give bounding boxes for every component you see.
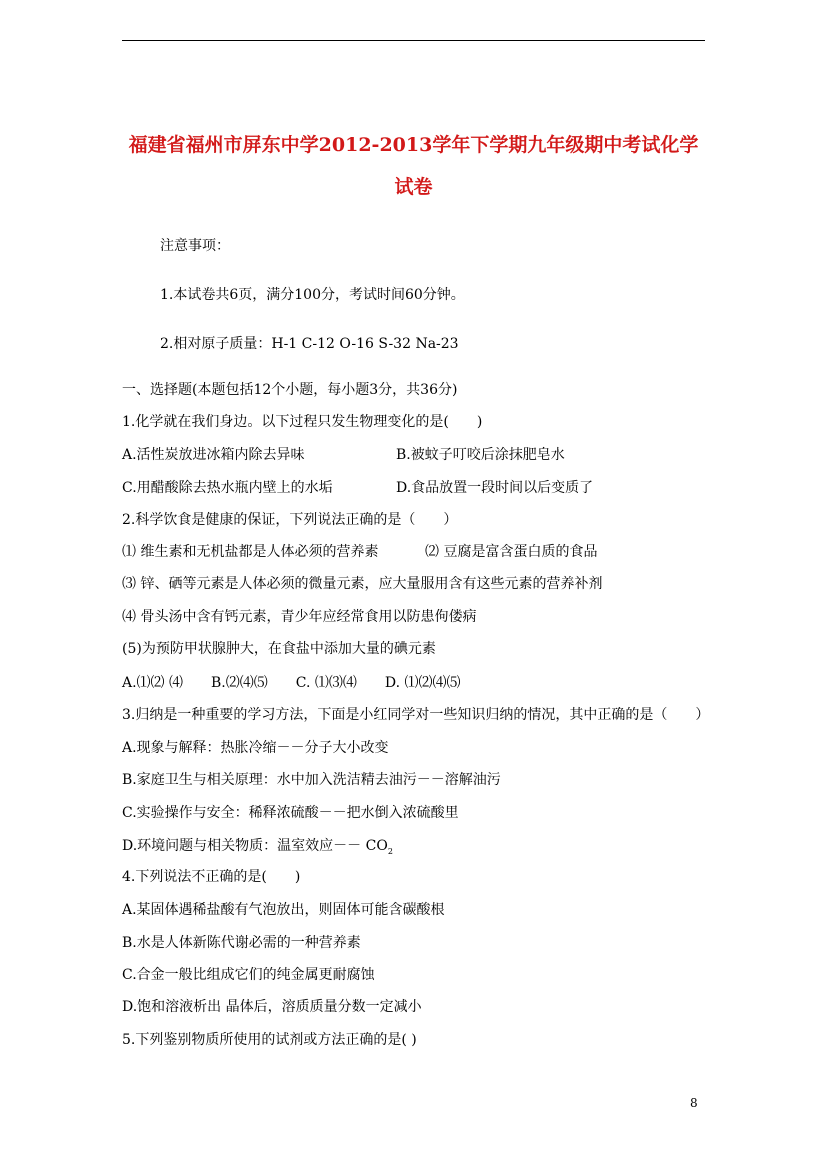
question-4-option-a: A.某固体遇稀盐酸有气泡放出，则固体可能含碳酸根 (122, 902, 445, 918)
question-4-option-d: D.饱和溶液析出 晶体后，溶质质量分数一定减小 (122, 999, 422, 1015)
question-2-statement-3: ⑶ 锌、硒等元素是人体必须的微量元素，应大量服用含有这些元素的营养补剂 (122, 576, 603, 592)
question-2-statement-5: (5)为预防甲状腺肿大，在食盐中添加大量的碘元素 (122, 641, 436, 657)
question-1-option-a: A.活性炭放进冰箱内除去异味 (122, 447, 305, 463)
question-2-options: A.⑴⑵ ⑷ B.⑵⑷⑸ C. ⑴⑶⑷ D. ⑴⑵⑷⑸ (122, 675, 461, 691)
document-title-line1: 福建省福州市屏东中学2012-2013学年下学期九年级期中考试化学 (128, 134, 699, 156)
notes-heading: 注意事项： (160, 238, 230, 254)
question-2-statement-1: ⑴ 维生素和无机盐都是人体必须的营养素 (122, 544, 379, 560)
question-4-option-b: B.水是人体新陈代谢必需的一种营养素 (122, 935, 361, 951)
question-3-option-b: B.家庭卫生与相关原理：水中加入洗洁精去油污－－溶解油污 (122, 772, 501, 788)
page-number: 8 (690, 1096, 698, 1110)
question-1-option-b: B.被蚊子叮咬后涂抹肥皂水 (396, 447, 565, 463)
question-1-option-d: D.食品放置一段时间以后变质了 (396, 480, 594, 496)
question-4-option-c: C.合金一般比组成它们的纯金属更耐腐蚀 (122, 967, 375, 983)
document-title-line2: 试卷 (394, 176, 433, 198)
question-2-statement-2: ⑵ 豆腐是富含蛋白质的食品 (425, 544, 598, 560)
question-2-statement-4: ⑷ 骨头汤中含有钙元素，青少年应经常食用以防患佝偻病 (122, 609, 477, 625)
header-rule (122, 40, 705, 41)
question-5-stem: 5.下列鉴别物质所使用的试剂或方法正确的是( ) (122, 1032, 417, 1048)
question-3-option-a: A.现象与解释：热胀冷缩－－分子大小改变 (122, 740, 389, 756)
question-3-option-d-text: D.环境问题与相关物质：温室效应－－ CO (122, 838, 388, 854)
question-3-option-c: C.实验操作与安全：稀释浓硫酸－－把水倒入浓硫酸里 (122, 805, 459, 821)
question-4-stem: 4.下列说法不正确的是( ) (122, 869, 301, 885)
notes-item-2: 2.相对原子质量：H-1 C-12 O-16 S-32 Na-23 (160, 336, 459, 352)
question-3-stem: 3.归纳是一种重要的学习方法，下面是小红同学对一些知识归纳的情况，其中正确的是（ ） (122, 707, 710, 723)
notes-item-1: 1.本试卷共6页，满分100分，考试时间60分钟。 (160, 287, 465, 303)
subscript-2: 2 (387, 846, 393, 856)
question-1-stem: 1.化学就在我们身边。以下过程只发生物理变化的是( ) (122, 414, 483, 430)
section-1-heading: 一、选择题(本题包括12个小题，每小题3分，共36分) (122, 382, 458, 398)
question-1-option-c: C.用醋酸除去热水瓶内壁上的水垢 (122, 480, 333, 496)
question-3-option-d (122, 837, 393, 861)
question-2-stem: 2.科学饮食是健康的保证，下列说法正确的是（ ） (122, 512, 458, 528)
